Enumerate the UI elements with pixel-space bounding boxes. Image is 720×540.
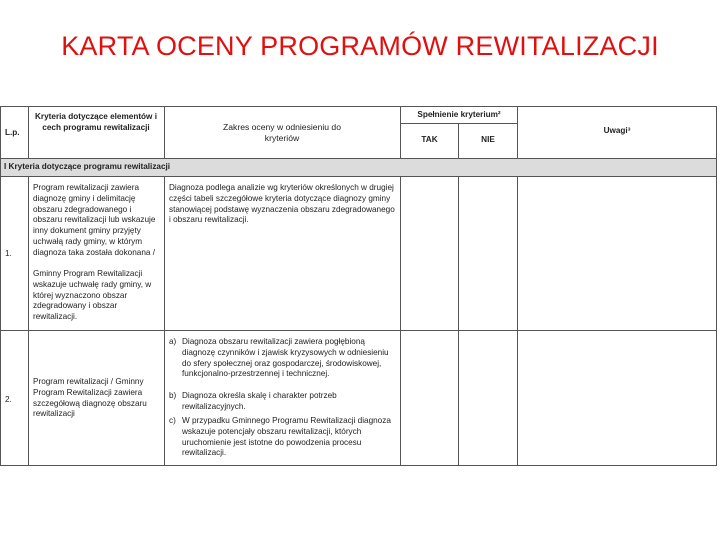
row-line — [0, 106, 717, 107]
scope-item-label: a) — [169, 337, 177, 346]
column-line — [0, 106, 1, 466]
column-line — [400, 176, 401, 466]
header-scope: Zakres oceny w odniesieniu do kryteriów — [223, 122, 341, 143]
scope-item-label: b) — [169, 391, 177, 400]
column-line — [28, 106, 29, 158]
header-lp: L.p. — [5, 128, 20, 137]
scope-text: Diagnoza podlega analizie wg kryteriów określonych w drugiej części tabeli szczegółowe kryteria dotyczące diagnozy gminy stanowiącej podstawę wyznaczenia obszaru zdegradowanego i obszaru rewitalizacji. — [169, 183, 395, 225]
column-line — [458, 176, 459, 466]
scope-item-text: Diagnoza określa skalę i charakter potrzeb rewitalizacyjnych. — [182, 391, 337, 411]
criterion-text: Gminny Program Rewitalizacji wskazuje uchwałę rady gminy, w której wyznaczono obszar zdegradowany i obszar rewitalizacji. — [33, 269, 152, 322]
column-line — [28, 176, 29, 466]
criterion-text: Program rewitalizacji / Gminny Program Rewitalizacji zawiera szczegółową diagnozę obszaru rewitalizacji — [33, 377, 147, 419]
row-number: 2. — [5, 395, 12, 404]
scope-item-text: Diagnoza obszaru rewitalizacji zawiera pogłębioną diagnozę czynników i zjawisk kryzysowych w odniesieniu do sfery społecznej oraz gospodarczej, środowiskowej, funkcjonalno-przestrzennej i technicznej. — [182, 337, 389, 379]
slide-title: KARTA OCENY PROGRAMÓW REWITALIZACJI — [61, 31, 659, 61]
criterion-text: Program rewitalizacji zawiera diagnozę gminy i delimitację obszaru zdegradowanego i obszaru rewitalizacji lub wskazuje inny dokument gminy przyjęty uchwałą rady gminy, w którym diagnoza taka została dokonana / — [33, 183, 156, 257]
column-line — [517, 176, 518, 466]
header-yes: TAK — [421, 135, 438, 144]
column-line — [716, 106, 717, 466]
scope-item — [169, 391, 398, 413]
row-line — [0, 158, 717, 159]
evaluation-table — [0, 106, 717, 466]
scope-item — [169, 416, 398, 459]
header-remarks: Uwagi³ — [603, 126, 631, 135]
column-line — [164, 176, 165, 466]
header-no: NIE — [481, 135, 495, 144]
section-label: I Kryteria dotyczące programu rewitalizacji — [4, 162, 171, 171]
header-criteria: Kryteria dotyczące elementów i cech programu rewitalizacji — [35, 112, 157, 132]
scope-item — [169, 337, 398, 380]
header-fulfilled: Spełnienie kryterium² — [417, 110, 501, 119]
row-line — [0, 176, 717, 177]
scope-item-label: c) — [169, 416, 176, 425]
row-line — [0, 465, 717, 466]
row-number: 1. — [5, 249, 12, 258]
row-line — [0, 330, 717, 331]
column-line — [164, 106, 165, 158]
scope-item-text: W przypadku Gminnego Programu Rewitalizacji diagnoza wskazuje potencjały obszaru rewitalizacji, których uruchomienie jest istotne do powodzenia procesu rewitalizacji. — [182, 416, 391, 458]
